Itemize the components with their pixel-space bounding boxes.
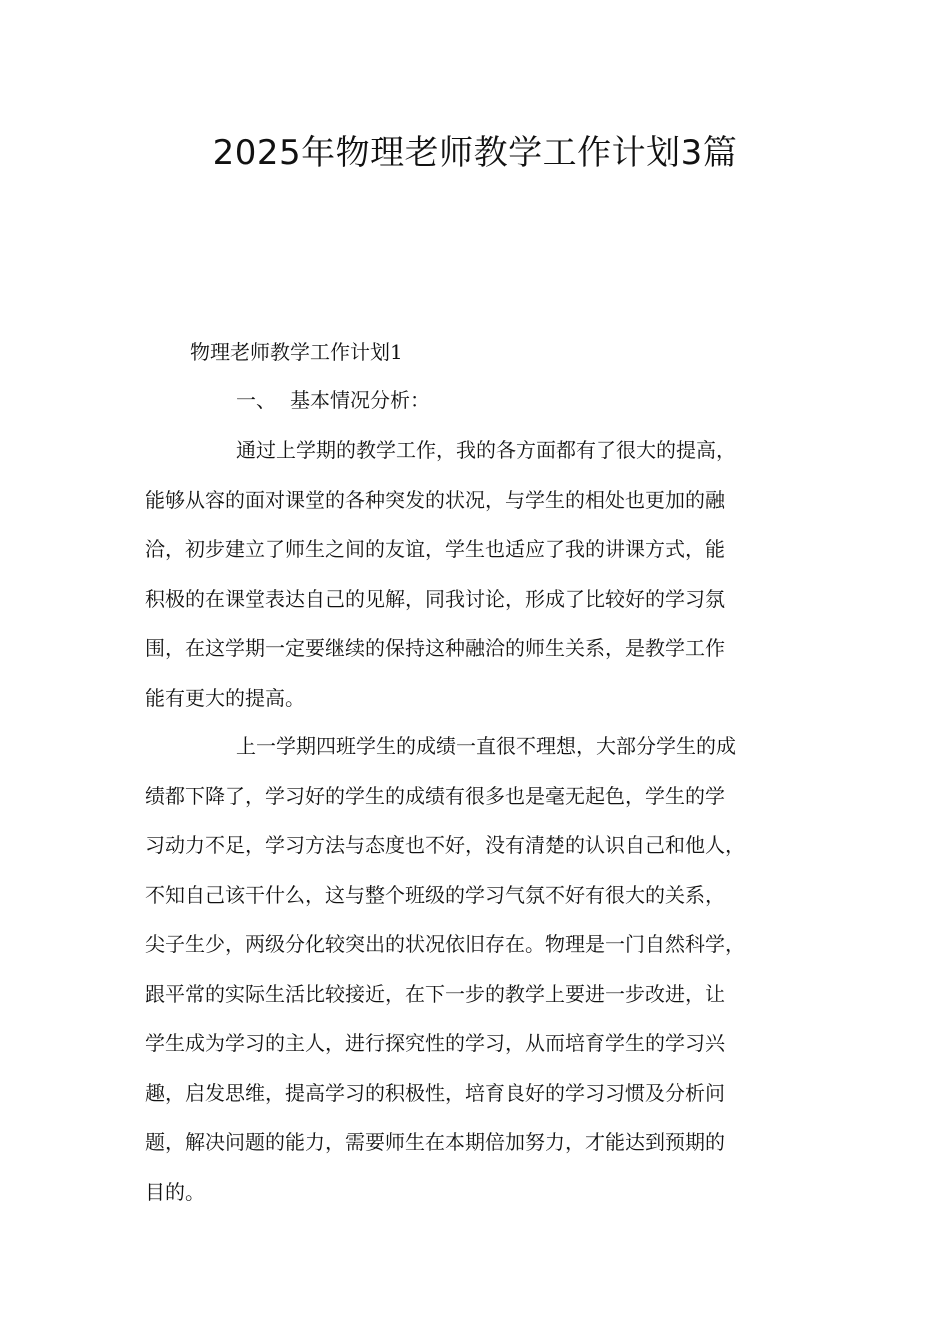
paragraph-line: 通过上学期的教学工作，我的各方面都有了很大的提高， [236,438,736,462]
paragraph-line: 洽，初步建立了师生之间的友谊，学生也适应了我的讲课方式，能 [145,537,725,561]
paragraph-line: 趣，启发思维，提高学习的积极性，培育良好的学习习惯及分析问 [145,1080,725,1105]
plan-heading: 物理老师教学工作计划1 [190,340,403,364]
paragraph-line: 围，在这学期一定要继续的保持这种融洽的师生关系，是教学工作 [145,636,725,660]
paragraph-line: 不知自己该干什么，这与整个班级的学习气氛不好有很大的关系， [145,882,725,907]
section-heading-text: 基本情况分析： [290,388,430,412]
section-heading [236,386,430,414]
paragraph-1 [145,426,825,723]
paragraph-line: 题，解决问题的能力，需要师生在本期倍加努力，才能达到预期的 [145,1130,725,1154]
paragraph-line: 能够从容的面对课堂的各种突发的状况，与学生的相处也更加的融 [145,487,725,512]
paragraph-line: 跟平常的实际生活比较接近，在下一步的教学上要进一步改进，让 [145,981,725,1006]
paragraph-line: 尖子生少，两级分化较突出的状况依旧存在。物理是一门自然科学， [145,932,745,956]
paragraph-line: 积极的在课堂表达自己的见解，同我讨论，形成了比较好的学习氛 [145,586,725,611]
paragraph-line: 能有更大的提高。 [145,685,305,710]
paragraph-line: 学生成为学习的主人，进行探究性的学习，从而培育学生的学习兴 [145,1031,725,1055]
paragraph-line: 上一学期四班学生的成绩一直很不理想，大部分学生的成 [236,734,736,758]
section-number: 一、 [236,388,276,412]
paragraph-2 [145,722,825,1217]
document-title: 2025年物理老师教学工作计划3篇 [212,133,738,173]
paragraph-line: 习动力不足，学习方法与态度也不好，没有清楚的认识自己和他人， [145,833,745,857]
paragraph-line: 绩都下降了，学习好的学生的成绩有很多也是毫无起色，学生的学 [145,783,725,808]
paragraph-line: 目的。 [145,1179,205,1204]
